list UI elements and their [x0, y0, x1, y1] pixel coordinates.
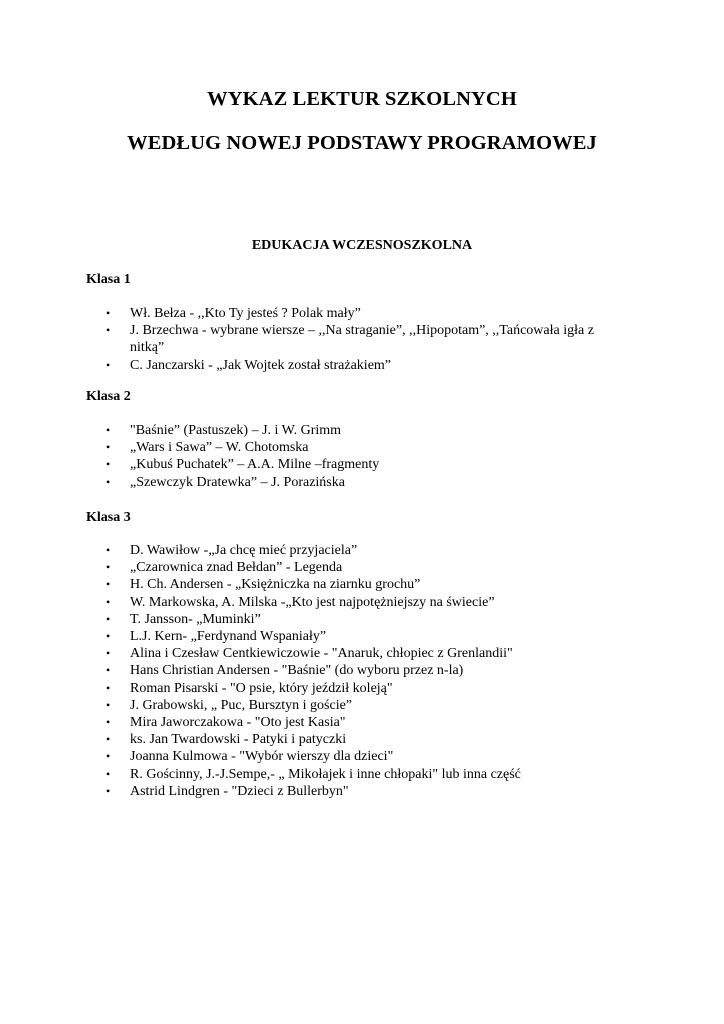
- section-heading: EDUKACJA WCZESNOSZKOLNA: [251, 238, 473, 253]
- list-item: [106, 748, 626, 765]
- list-item-text: R. Gościnny, J.-J.Sempe,- „ Mikołajek i inne chłopaki" lub inna część: [130, 766, 521, 782]
- list-item: [106, 357, 626, 374]
- bullet-icon: •: [106, 766, 111, 781]
- list-item: [106, 439, 626, 456]
- list-item-text: Astrid Lindgren - "Dzieci z Bullerbyn": [130, 783, 349, 799]
- list-item-text: C. Janczarski - „Jak Wojtek został strażakiem”: [130, 357, 392, 373]
- list-item: [106, 559, 626, 576]
- class-1-list: [106, 305, 626, 374]
- list-item-text: J. Brzechwa - wybrane wiersze – ,,Na straganie”, ,,Hipopotam”, ,,Tańcowała igła z nitką”: [130, 323, 594, 356]
- list-item: [106, 662, 626, 679]
- document-title-line-1: WYKAZ LEKTUR SZKOLNYCH: [207, 88, 517, 110]
- list-item: [106, 576, 626, 593]
- list-item-text: H. Ch. Andersen - „Księżniczka na ziarnku grochu”: [130, 577, 421, 593]
- class-3-heading: Klasa 3: [86, 510, 131, 525]
- list-item-text: Mira Jaworczakowa - "Oto jest Kasia": [130, 715, 346, 731]
- bullet-icon: •: [106, 323, 111, 338]
- list-item-text: L.J. Kern- „Ferdynand Wspaniały”: [130, 629, 327, 645]
- bullet-icon: •: [106, 680, 111, 695]
- list-item: [106, 680, 626, 697]
- list-item: [106, 474, 626, 491]
- bullet-icon: •: [106, 440, 111, 455]
- list-item: [106, 542, 626, 559]
- bullet-icon: •: [106, 594, 111, 609]
- list-item-text: J. Grabowski, „ Puc, Bursztyn i goście”: [130, 697, 353, 713]
- document-title-line-2: WEDŁUG NOWEJ PODSTAWY PROGRAMOWEJ: [127, 132, 597, 154]
- list-item: [106, 766, 626, 783]
- bullet-icon: •: [106, 306, 111, 320]
- list-item: [106, 783, 626, 800]
- list-item-text: „Szewczyk Dratewka” – J. Porazińska: [130, 474, 345, 490]
- list-item: [106, 628, 626, 645]
- list-item: [106, 422, 626, 439]
- list-item: [106, 594, 626, 611]
- list-item-text: "Baśnie” (Pastuszek) – J. i W. Grimm: [130, 423, 342, 438]
- list-item-text: ks. Jan Twardowski - Patyki i patyczki: [130, 732, 347, 748]
- class-1-heading: Klasa 1: [86, 272, 131, 287]
- list-item-text: Alina i Czesław Centkiewiczowie - "Anaruk, chłopiec z Grenlandii": [130, 646, 513, 662]
- list-item-text: „Czarownica znad Bełdan” - Legenda: [130, 560, 343, 576]
- bullet-icon: •: [106, 474, 111, 489]
- list-item: [106, 322, 626, 356]
- class-2-heading: Klasa 2: [86, 389, 131, 404]
- list-item: [106, 697, 626, 714]
- bullet-icon: •: [106, 611, 111, 626]
- list-item-text: Wł. Bełza - ,,Kto Ty jesteś ? Polak mały”: [130, 306, 361, 321]
- bullet-icon: •: [106, 357, 111, 372]
- class-3-list: [106, 542, 626, 800]
- list-item-text: „Wars i Sawa” – W. Chotomska: [130, 440, 309, 456]
- list-item: [106, 456, 626, 473]
- list-item-text: W. Markowska, A. Milska -„Kto jest najpotężniejszy na świecie”: [130, 594, 495, 610]
- bullet-icon: •: [106, 749, 111, 764]
- list-item: [106, 305, 626, 322]
- list-item-text: D. Wawiłow -„Ja chcę mieć przyjaciela”: [130, 543, 358, 558]
- list-item: [106, 645, 626, 662]
- list-item-text: Hans Christian Andersen - "Baśnie" (do wyboru przez n-la): [130, 663, 464, 679]
- bullet-icon: •: [106, 560, 111, 575]
- bullet-icon: •: [106, 663, 111, 678]
- list-item: [106, 731, 626, 748]
- bullet-icon: •: [106, 697, 111, 712]
- list-item-text: T. Jansson- „Muminki”: [130, 611, 261, 627]
- bullet-icon: •: [106, 543, 111, 557]
- class-2-list: [106, 422, 626, 491]
- bullet-icon: •: [106, 457, 111, 472]
- bullet-icon: •: [106, 646, 111, 661]
- list-item: [106, 611, 626, 628]
- bullet-icon: •: [106, 577, 111, 592]
- list-item-text: Joanna Kulmowa - "Wybór wierszy dla dzieci": [130, 749, 394, 765]
- list-item-text: Roman Pisarski - "O psie, który jeździł koleją": [130, 680, 393, 696]
- bullet-icon: •: [106, 732, 111, 747]
- list-item: [106, 714, 626, 731]
- list-item-text: „Kubuś Puchatek” – A.A. Milne –fragmenty: [130, 457, 380, 473]
- bullet-icon: •: [106, 715, 111, 730]
- bullet-icon: •: [106, 783, 111, 798]
- bullet-icon: •: [106, 423, 111, 437]
- bullet-icon: •: [106, 629, 111, 644]
